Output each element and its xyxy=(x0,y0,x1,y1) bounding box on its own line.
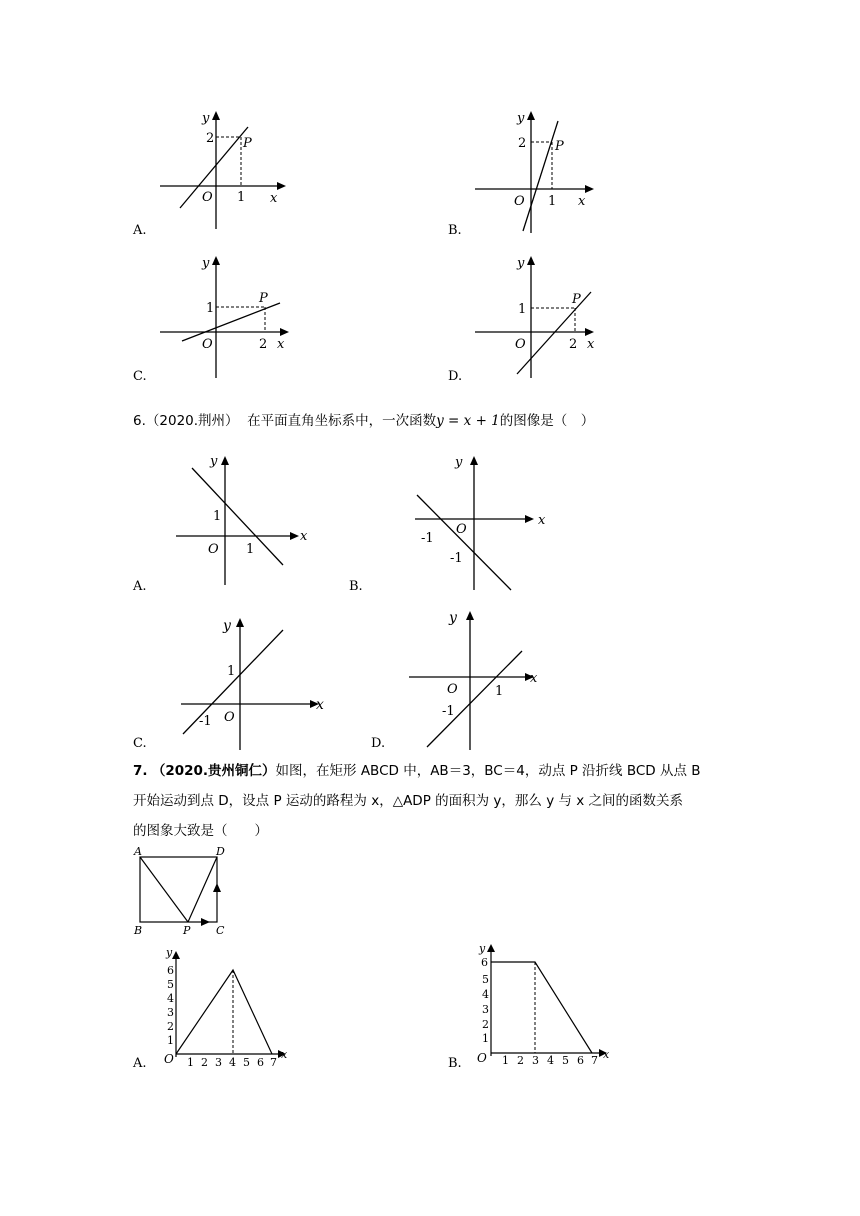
x-tick: 2 xyxy=(517,1054,524,1067)
q6-stem xyxy=(133,409,594,429)
x-axis-label: x xyxy=(300,529,308,544)
x-tick: 3 xyxy=(532,1054,539,1067)
y-tick: 3 xyxy=(482,1003,489,1016)
y-tick: 5 xyxy=(482,973,489,986)
origin-label: O xyxy=(515,337,526,352)
y-tick: 5 xyxy=(167,978,174,991)
y-tick: 6 xyxy=(481,956,488,969)
x-tick-label: 1 xyxy=(548,194,557,209)
q5-option-b-graph xyxy=(465,105,615,230)
vertex-b-label: B xyxy=(134,924,143,937)
y-tick-label: 2 xyxy=(518,136,527,151)
x-axis-label: x xyxy=(538,513,546,528)
y-axis-label: y xyxy=(223,618,231,634)
q6-option-d-graph xyxy=(405,605,565,750)
q6-option-b-graph xyxy=(405,450,565,595)
x-tick-label: 1 xyxy=(237,190,246,205)
x-tick: 7 xyxy=(270,1056,277,1069)
y-tick-label: 2 xyxy=(206,131,215,146)
q6-option-c-letter[interactable]: C. xyxy=(133,736,147,751)
q6-option-a-letter[interactable]: A. xyxy=(133,579,147,594)
q7-stem-line2: 开始运动到点 D，设点 P 运动的路程为 x，△ADP 的面积为 y，那么 y 与 x 之间的函数关系 xyxy=(133,793,684,809)
x-tick: 3 xyxy=(215,1056,222,1069)
x-intercept-label: 1 xyxy=(495,684,504,699)
origin-label: O xyxy=(477,1051,487,1065)
q5-option-b-letter[interactable]: B. xyxy=(448,223,462,238)
q6-option-a-graph xyxy=(170,450,320,590)
q6-stem-after: 的图像是（ ） xyxy=(499,413,595,429)
x-tick: 1 xyxy=(187,1056,194,1069)
origin-label: O xyxy=(202,190,213,205)
q7-number: 7. xyxy=(133,763,148,779)
y-axis-label: y xyxy=(202,111,210,126)
x-tick-label: 2 xyxy=(259,337,268,352)
y-axis-label: y xyxy=(517,256,525,271)
origin-label: O xyxy=(164,1052,174,1066)
y-axis-label: y xyxy=(202,256,210,271)
x-intercept-label: -1 xyxy=(199,714,212,729)
y-axis-label: y xyxy=(449,610,457,626)
q6-option-c-graph xyxy=(175,612,335,752)
y-tick: 2 xyxy=(482,1018,489,1031)
q7-stem-line3: 的图象大致是（ ） xyxy=(133,823,268,839)
q6-stem-before: 在平面直角坐标系中，一次函数 xyxy=(247,413,437,429)
origin-label: O xyxy=(208,542,219,557)
x-axis-label: x xyxy=(270,191,278,206)
x-axis-label: x xyxy=(603,1048,610,1061)
y-intercept-label: 1 xyxy=(213,509,222,524)
origin-label: O xyxy=(447,682,458,697)
y-tick: 1 xyxy=(167,1034,174,1047)
x-tick: 7 xyxy=(591,1054,598,1067)
q7-rectangle-figure xyxy=(128,842,238,942)
origin-label: O xyxy=(224,710,235,725)
x-axis-label: x xyxy=(530,671,538,686)
x-tick: 5 xyxy=(243,1056,250,1069)
y-axis-label: y xyxy=(455,455,463,470)
y-tick: 2 xyxy=(167,1020,174,1033)
y-axis-label: y xyxy=(517,111,525,126)
q7-source: （2020.贵州铜仁） xyxy=(151,763,276,779)
q6-option-b-letter[interactable]: B. xyxy=(349,579,363,594)
q7-option-a-graph xyxy=(160,945,300,1069)
y-tick: 4 xyxy=(167,992,174,1005)
x-axis-label: x xyxy=(587,337,595,352)
x-tick: 4 xyxy=(229,1056,236,1069)
y-intercept-label: 1 xyxy=(227,664,236,679)
x-tick: 6 xyxy=(577,1054,584,1067)
y-tick-label: 1 xyxy=(518,302,527,317)
q6-number: 6. xyxy=(133,413,146,429)
q5-option-c-letter[interactable]: C. xyxy=(133,369,147,384)
vertex-c-label: C xyxy=(216,924,225,937)
y-tick: 1 xyxy=(482,1032,489,1045)
q7-option-b-letter[interactable]: B. xyxy=(448,1056,462,1071)
vertex-d-label: D xyxy=(216,845,225,858)
point-p-label: P xyxy=(555,139,564,154)
x-tick: 4 xyxy=(547,1054,554,1067)
q6-source: （2020.荆州） xyxy=(145,413,239,429)
y-tick: 4 xyxy=(482,988,489,1001)
q5-option-d-letter[interactable]: D. xyxy=(448,369,463,384)
origin-label: O xyxy=(456,522,467,537)
x-tick: 1 xyxy=(502,1054,509,1067)
x-intercept-label: 1 xyxy=(246,542,255,557)
point-p-label: P xyxy=(572,292,581,307)
x-axis-label: x xyxy=(578,194,586,209)
origin-label: O xyxy=(514,194,525,209)
y-intercept-label: -1 xyxy=(442,704,455,719)
x-intercept-label: -1 xyxy=(421,531,434,546)
point-p-label: P xyxy=(183,924,191,937)
y-tick: 3 xyxy=(167,1006,174,1019)
x-tick-label: 2 xyxy=(569,337,578,352)
y-tick: 6 xyxy=(167,964,174,977)
q5-option-a-graph xyxy=(150,105,300,225)
x-tick: 6 xyxy=(257,1056,264,1069)
q6-formula: y = x + 1 xyxy=(436,413,500,429)
vertex-a-label: A xyxy=(134,845,142,858)
q5-option-c-graph xyxy=(150,250,300,380)
x-axis-label: x xyxy=(277,337,285,352)
q7-stem-line1 xyxy=(133,759,701,779)
x-axis-label: x xyxy=(281,1048,288,1061)
y-axis-label: y xyxy=(166,946,173,959)
x-tick: 2 xyxy=(201,1056,208,1069)
x-tick: 5 xyxy=(562,1054,569,1067)
y-axis-label: y xyxy=(210,454,218,469)
y-intercept-label: -1 xyxy=(450,551,463,566)
q5-option-a-letter[interactable]: A. xyxy=(133,223,147,238)
q6-option-d-letter[interactable]: D. xyxy=(371,736,386,751)
x-axis-label: x xyxy=(316,697,324,713)
q5-option-d-graph xyxy=(465,250,615,380)
origin-label: O xyxy=(202,337,213,352)
q7-line1: 如图，在矩形 ABCD 中，AB＝3，BC＝4，动点 P 沿折线 BCD 从点 B xyxy=(275,763,701,779)
y-tick-label: 1 xyxy=(206,301,215,316)
point-p-label: P xyxy=(259,291,268,306)
q7-option-a-letter[interactable]: A. xyxy=(133,1056,147,1071)
point-p-label: P xyxy=(243,136,252,151)
y-axis-label: y xyxy=(479,942,486,955)
q7-option-b-graph xyxy=(475,940,615,1065)
